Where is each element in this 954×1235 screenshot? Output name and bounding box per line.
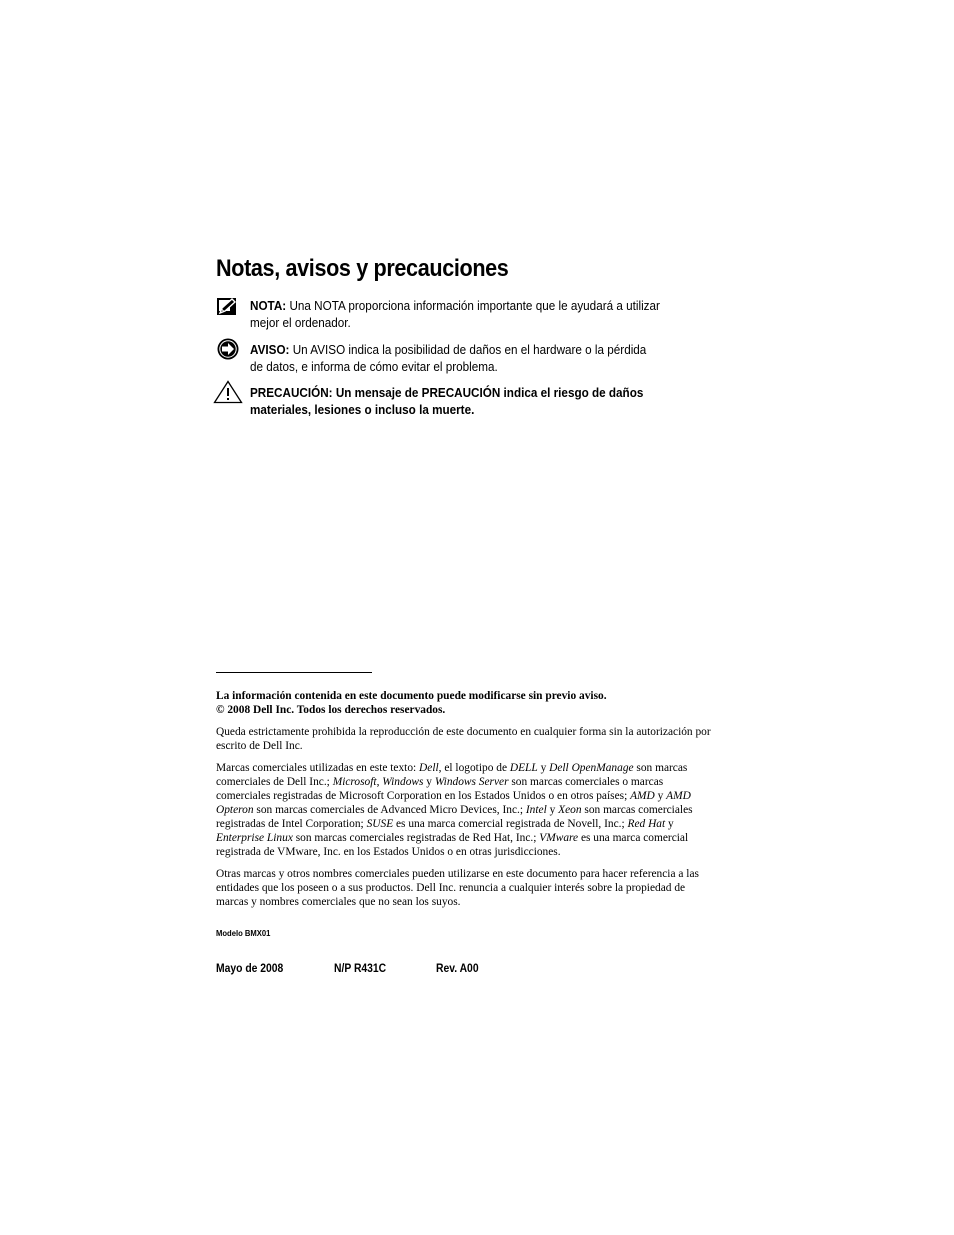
info-change-notice: La información contenida en este documento puede modificarse sin previo aviso. — [216, 690, 607, 702]
note-label: NOTA: — [250, 298, 287, 313]
separator-rule — [216, 672, 372, 673]
pencil-note-icon — [216, 297, 238, 321]
caution-label: PRECAUCIÓN: — [250, 385, 333, 400]
publication-date: Mayo de 2008 — [216, 963, 284, 975]
revision-number: Rev. A00 — [436, 963, 479, 975]
trademarks-paragraph: Marcas comerciales utilizadas en este texto: Dell, el logotipo de DELL y Dell OpenManage son marcas comerciales de Dell Inc.; Microsoft, Windows y Windows Server son marcas comerciales o marcas comerciales registradas de Microsoft Corporation en los Estados Unidos o en otros países; AMD y AMD Opteron son marcas comerciales de Advanced Micro Devices, Inc.; Intel y Xeon son marcas comerciales registradas de Intel Corporation; SUSE es una marca comercial registrada de Novell, Inc.; Red Hat y Enterprise Linux son marcas comerciales registradas de Red Hat, Inc.; VMware es una marca comercial registrada de VMware, Inc. en los Estados Unidos o en otras jurisdicciones. — [216, 762, 693, 858]
reproduction-paragraph: Queda estrictamente prohibida la reproducción de este documento en cualquier forma sin la autorización por escrito de Dell Inc. — [216, 726, 711, 752]
part-number: N/P R431C — [334, 963, 387, 975]
caution-text-line2: materiales, lesiones o incluso la muerte. — [250, 402, 475, 417]
legal-notice — [216, 689, 716, 717]
page-title: Notas, avisos y precauciones — [216, 255, 509, 282]
other-trademarks-paragraph: Otras marcas y otros nombres comerciales pueden utilizarse en este documento para hacer referencia a las entidades que los poseen o a sus productos. Dell Inc. renuncia a cualquier interés sobre la propiedad de marcas y nombres comerciales que no sean los suyos. — [216, 868, 699, 908]
caution-text-line1: Un mensaje de PRECAUCIÓN indica el riesgo de daños — [335, 385, 644, 400]
notice-text-line2: de datos, e informa de cómo evitar el problema. — [250, 359, 498, 374]
note-text-line1: Una NOTA proporciona información importante que le ayudará a utilizar — [289, 298, 660, 313]
notice-text-line1: Un AVISO indica la posibilidad de daños en el hardware o la pérdida — [292, 342, 647, 357]
note-text-line2: mejor el ordenador. — [250, 315, 351, 330]
notice-label: AVISO: — [250, 342, 290, 357]
arrow-circle-icon — [217, 338, 239, 364]
model-number: Modelo BMX01 — [216, 928, 271, 938]
copyright-line: © 2008 Dell Inc. Todos los derechos reservados. — [216, 704, 446, 716]
warning-triangle-icon — [213, 380, 243, 408]
